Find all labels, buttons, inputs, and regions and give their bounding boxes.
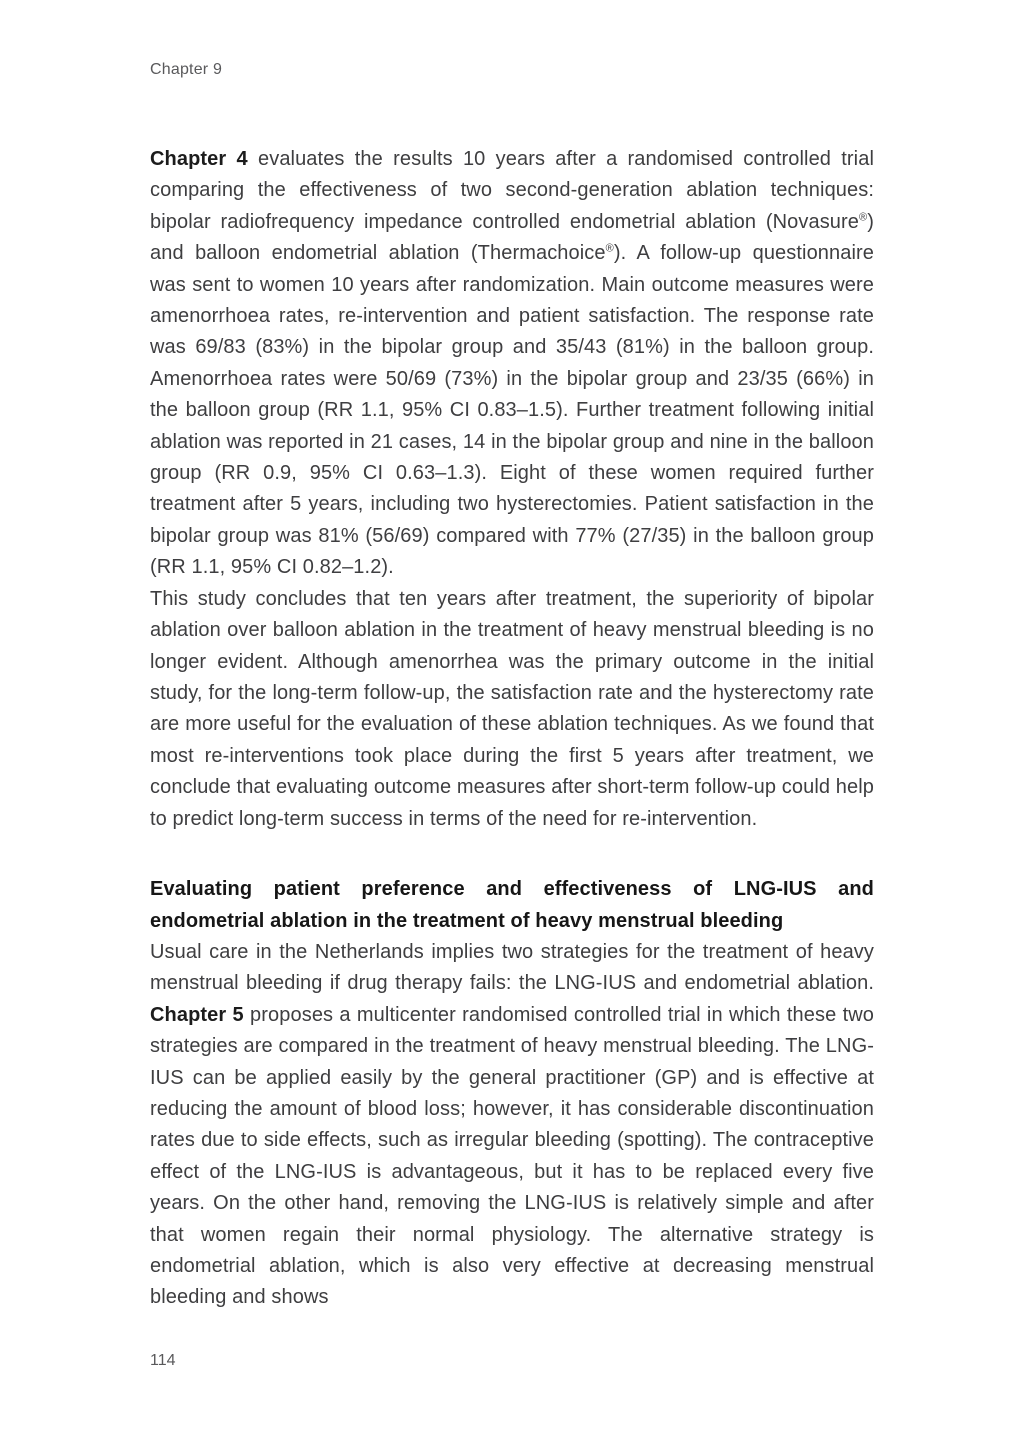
section-heading: Evaluating patient preference and effectiveness of LNG-IUS and endometrial ablation in the treatment of heavy menstrual bleeding bbox=[150, 877, 874, 932]
abstract-paragraph-conclusion: This study concludes that ten years after treatment, the superiority of bipolar ablation over balloon ablation in the treatment of heavy menstrual bleeding is no longer evident. Although amenorrhea was the primary outcome in the initial study, for the long-term follow-up, the satisfaction rate and the hysterectomy rate are more useful for the evaluation of these ablation techniques. As we found that most re-interventions took place during the first 5 years after treatment, we conclude that evaluating outcome measures after short-term follow-up could help to predict long-term success in terms of the need for re-intervention. bbox=[150, 587, 874, 830]
running-header: Chapter 9 bbox=[150, 61, 223, 78]
abstract-paragraph-chapter4: Chapter 4 evaluates the results 10 years after a randomised controlled trial comparing the effectiveness of two second-generation ablation techniques: bipolar radiofrequency impedance controlled endometrial ablation (Novasure®) and balloon endometrial ablation (Thermachoice®). A follow-up questionnaire was sent to women 10 years after randomization. Main outcome measures were amenorrhoea rates, re-intervention and patient satisfaction. The response rate was 69/83 (83%) in the bipolar group and 35/43 (81%) in the balloon group. Amenorrhoea rates were 50/69 (73%) in the bipolar group and 23/35 (66%) in the balloon group (RR 1.1, 95% CI 0.83–1.5). Further treatment following initial ablation was reported in 21 cases, 14 in the bipolar group and nine in the balloon group (RR 0.9, 95% CI 0.63–1.3). Eight of these women required further treatment after 5 years, including two hysterectomies. Patient satisfaction in the bipolar group was 81% (56/69) compared with 77% (27/35) in the balloon group (RR 1.1, 95% CI 0.82–1.2). bbox=[150, 148, 874, 579]
section-paragraph-usual-care: Usual care in the Netherlands implies two strategies for the treatment of heavy menstrual bleeding if drug therapy fails: the LNG-IUS and endometrial ablation. Chapter 5 proposes a multicenter randomised controlled trial in which these two strategies are compared in the treatment of heavy menstrual bleeding. The LNG-IUS can be applied easily by the general practitioner (GP) and is effective at reducing the amount of blood loss; however, it has considerable discontinuation rates due to side effects, such as irregular bleeding (spotting). The contraceptive effect of the LNG-IUS is advantageous, but it has to be replaced every five years. On the other hand, removing the LNG-IUS is relatively simple and after that women regain their normal physiology. The alternative strategy is endometrial ablation, which is also very effective at decreasing menstrual bleeding and shows bbox=[150, 940, 874, 1309]
page-number: 114 bbox=[150, 1352, 176, 1369]
page-body bbox=[150, 144, 874, 1314]
